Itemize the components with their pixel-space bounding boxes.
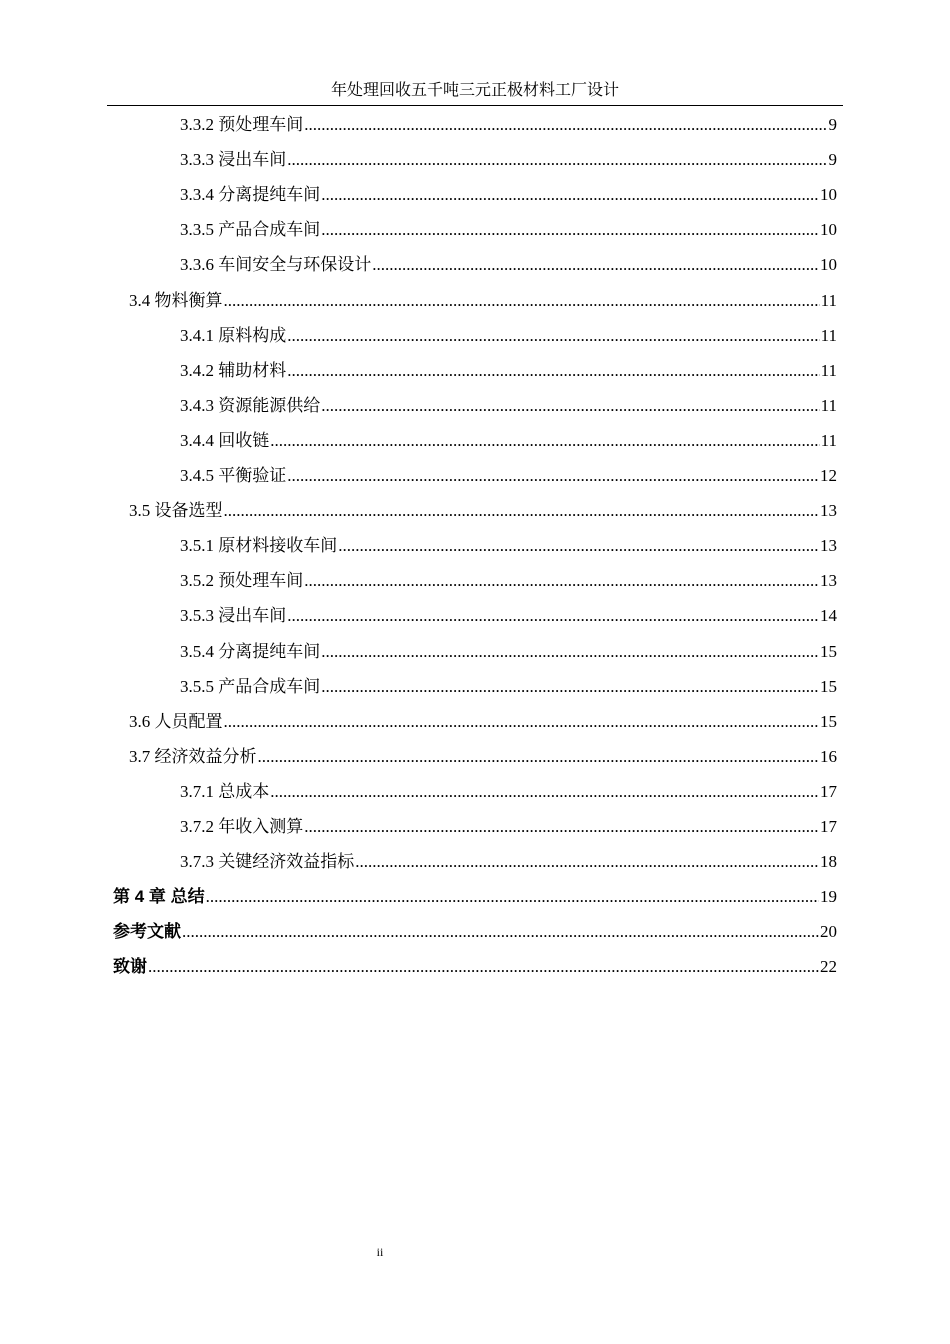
toc-entry[interactable] xyxy=(180,605,837,627)
toc-entry[interactable] xyxy=(180,781,837,803)
toc-dot-leader xyxy=(287,465,819,487)
toc-dot-leader xyxy=(372,254,819,276)
toc-entry[interactable] xyxy=(180,430,837,452)
toc-dot-leader xyxy=(148,956,819,978)
toc-dot-leader xyxy=(321,641,819,663)
toc-dot-leader xyxy=(287,360,819,382)
toc-entry-title: 3.4.3 资源能源供给 xyxy=(180,395,321,415)
toc-entry-page: 17 xyxy=(820,781,837,801)
toc-entry-page: 15 xyxy=(820,641,837,661)
toc-entry-title: 3.3.4 分离提纯车间 xyxy=(180,185,321,205)
toc-entry[interactable] xyxy=(113,956,837,978)
toc-entry-page: 11 xyxy=(820,360,837,380)
toc-entry-title: 3.7.2 年收入测算 xyxy=(180,817,304,836)
toc-entry-page: 19 xyxy=(820,887,837,907)
toc-entry[interactable] xyxy=(180,851,837,873)
toc-entry[interactable] xyxy=(180,325,837,347)
toc-entry-page: 11 xyxy=(820,325,837,345)
toc-entry-page: 11 xyxy=(820,430,837,450)
toc-dot-leader xyxy=(287,605,819,627)
toc-entry-page: 17 xyxy=(820,817,837,836)
toc-entry[interactable] xyxy=(180,570,837,592)
toc-entry-page: 13 xyxy=(820,536,837,556)
toc-entry-page: 13 xyxy=(820,571,837,591)
toc-entry-page: 10 xyxy=(820,185,837,205)
toc-dot-leader xyxy=(321,219,819,241)
toc-dot-leader xyxy=(224,500,820,522)
toc-entry[interactable] xyxy=(113,921,837,943)
header-rule xyxy=(107,105,843,106)
toc-entry-page: 11 xyxy=(820,290,837,310)
toc-entry-title: 3.5.2 预处理车间 xyxy=(180,571,304,591)
toc-entry[interactable] xyxy=(180,535,837,557)
toc-entry-title: 第 4 章 总结 xyxy=(113,887,205,907)
toc-entry-title: 3.7.3 关键经济效益指标 xyxy=(180,852,355,872)
toc-entry-page: 10 xyxy=(820,220,837,240)
toc-entry-page: 10 xyxy=(820,255,837,275)
toc-entry[interactable] xyxy=(180,360,837,382)
toc-dot-leader xyxy=(304,114,827,136)
toc-dot-leader xyxy=(304,570,819,592)
toc-entry-page: 20 xyxy=(820,922,837,942)
toc-entry-title: 3.5 设备选型 xyxy=(129,501,223,521)
toc-entry-title: 3.5.4 分离提纯车间 xyxy=(180,641,321,661)
toc-dot-leader xyxy=(224,290,820,312)
toc-entry-page: 15 xyxy=(820,711,837,731)
toc-entry-page: 13 xyxy=(820,501,837,521)
toc-entry[interactable] xyxy=(180,641,837,663)
toc-dot-leader xyxy=(224,711,820,733)
toc-entry[interactable] xyxy=(180,219,837,241)
toc-entry[interactable] xyxy=(129,711,837,733)
toc-dot-leader xyxy=(287,149,827,171)
toc-entry-page: 22 xyxy=(820,957,837,977)
toc-entry[interactable] xyxy=(180,149,837,171)
toc-entry-page: 15 xyxy=(820,676,837,696)
toc-entry-title: 3.3.6 车间安全与环保设计 xyxy=(180,255,372,275)
toc-dot-leader xyxy=(258,746,820,768)
toc-entry[interactable] xyxy=(180,184,837,206)
toc-entry-title: 致谢 xyxy=(113,957,147,977)
toc-entry[interactable] xyxy=(129,290,837,312)
toc-entry[interactable] xyxy=(113,886,837,908)
page-number: ii xyxy=(376,1245,384,1259)
toc-entry-title: 3.4.1 原料构成 xyxy=(180,325,287,345)
toc-dot-leader xyxy=(321,676,819,698)
toc-dot-leader xyxy=(304,816,819,838)
toc-entry-title: 3.3.3 浸出车间 xyxy=(180,150,287,170)
toc-entry-page: 18 xyxy=(820,852,837,872)
toc-entry-title: 3.4.5 平衡验证 xyxy=(180,466,287,485)
toc-dot-leader xyxy=(321,395,819,417)
toc-entry-title: 3.5.3 浸出车间 xyxy=(180,606,287,626)
toc-entry-page: 9 xyxy=(828,150,837,170)
toc-entry-page: 12 xyxy=(820,466,837,485)
toc-dot-leader xyxy=(355,851,819,873)
toc-entry-page: 16 xyxy=(820,746,837,766)
toc-entry-title: 3.3.2 预处理车间 xyxy=(180,115,304,134)
toc-entry-title: 3.4.4 回收链 xyxy=(180,430,270,450)
toc-entry[interactable] xyxy=(180,114,837,136)
toc-entry-title: 3.5.1 原材料接收车间 xyxy=(180,536,338,556)
toc-entry-title: 3.7 经济效益分析 xyxy=(129,746,257,766)
toc-entry-title: 参考文献 xyxy=(113,922,181,942)
toc-entry[interactable] xyxy=(129,746,837,768)
toc-entry-title: 3.6 人员配置 xyxy=(129,711,223,731)
toc-entry-page: 9 xyxy=(828,115,837,134)
toc-entry[interactable] xyxy=(180,254,837,276)
toc-entry-page: 14 xyxy=(820,606,837,626)
toc-entry-title: 3.4 物料衡算 xyxy=(129,290,223,310)
toc-entry[interactable] xyxy=(180,465,837,487)
toc-entry[interactable] xyxy=(180,395,837,417)
toc-entry[interactable] xyxy=(180,676,837,698)
toc-dot-leader xyxy=(206,886,819,908)
toc-entry-title: 3.7.1 总成本 xyxy=(180,781,270,801)
toc-dot-leader xyxy=(270,430,819,452)
toc-dot-leader xyxy=(287,325,819,347)
running-header: 年处理回收五千吨三元正极材料工厂设计 xyxy=(330,82,619,99)
toc-entry-page: 11 xyxy=(820,395,837,415)
toc-dot-leader xyxy=(182,921,819,943)
toc-entry[interactable] xyxy=(129,500,837,522)
toc-dot-leader xyxy=(270,781,819,803)
toc-dot-leader xyxy=(338,535,819,557)
toc-entry[interactable] xyxy=(180,816,837,838)
toc-dot-leader xyxy=(321,184,819,206)
toc-entry-title: 3.3.5 产品合成车间 xyxy=(180,220,321,240)
toc-entry-title: 3.5.5 产品合成车间 xyxy=(180,676,321,696)
toc-entry-title: 3.4.2 辅助材料 xyxy=(180,360,287,380)
